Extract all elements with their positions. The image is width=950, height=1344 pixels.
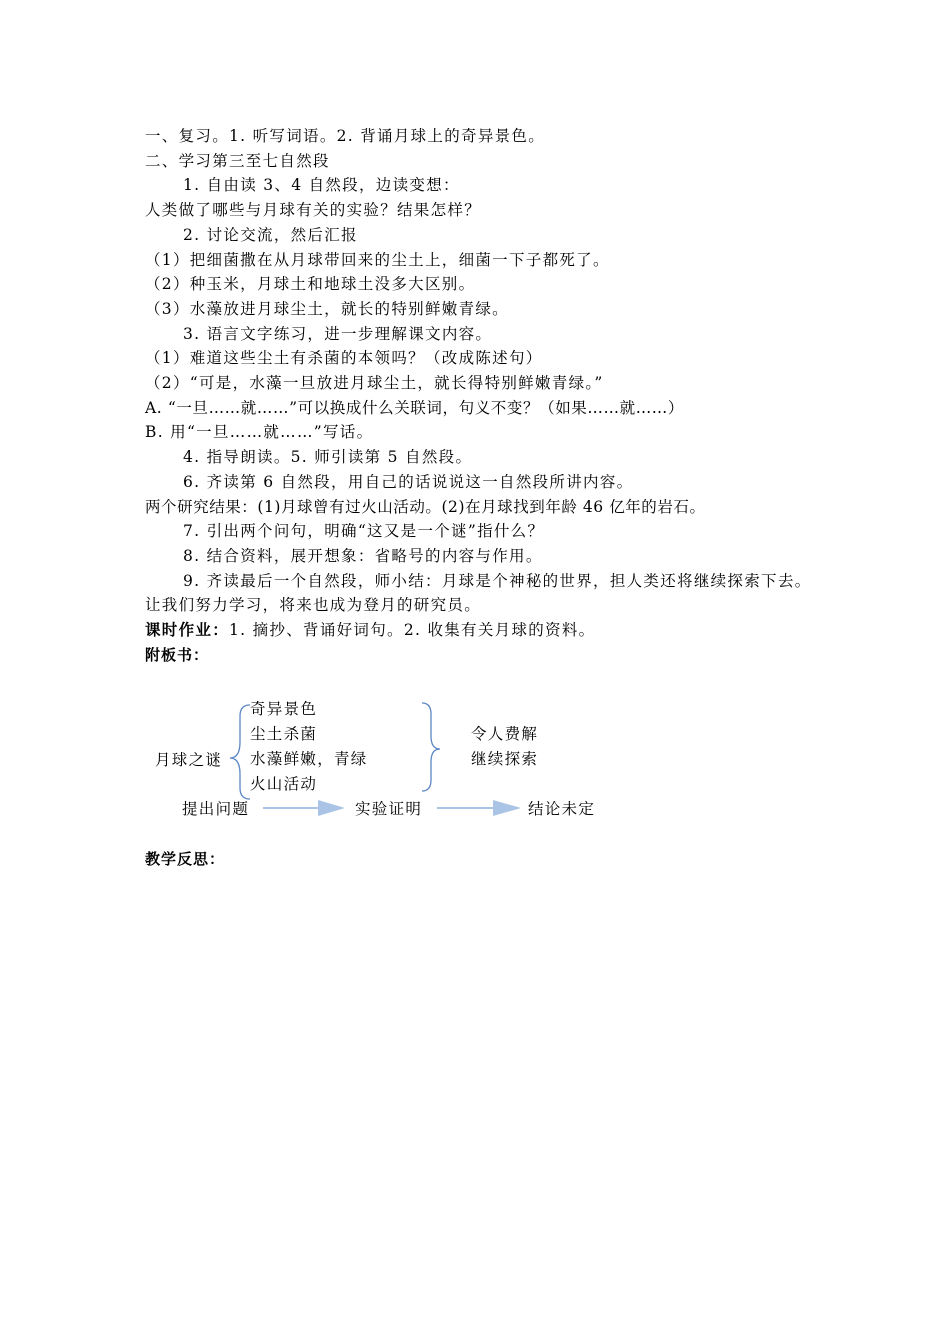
step-9: 9. 齐读最后一个自然段，师小结：月球是个神秘的世界，担人类还将继续探索下去。让我们努力学习，将来也成为登月的研究员。	[145, 571, 812, 615]
research-results: 两个研究结果：(1)月球曾有过火山活动。(2)在月球找到年龄 46 亿年的岩石。	[145, 497, 706, 516]
question-line: 人类做了哪些与月球有关的实验？结果怎样？	[145, 201, 482, 220]
right-brace-icon	[422, 703, 440, 791]
step-3: 3. 语言文字练习，进一步理解课文内容。	[183, 324, 493, 343]
board-item-3: 水藻鲜嫩，青绿	[250, 750, 368, 768]
board-topic: 月球之谜	[155, 751, 223, 769]
arrow-head-2-icon	[493, 800, 521, 816]
board-result-2: 继续探索	[471, 750, 539, 768]
homework-line	[145, 618, 820, 643]
exercise-a: A. “一旦……就……”可以换成什么关联词，句义不变？（如果……就……）	[145, 398, 684, 417]
section-two-heading: 二、学习第三至七自然段	[145, 151, 330, 170]
flow-step-2: 实验证明	[355, 800, 423, 818]
arrow-head-1-icon	[318, 800, 345, 816]
board-result-1: 令人费解	[471, 725, 539, 743]
flow-step-3: 结论未定	[528, 800, 596, 818]
left-brace-icon	[230, 705, 250, 799]
board-label: 附板书：	[145, 645, 210, 664]
step-6: 6. 齐读第 6 自然段，用自己的话说说这一自然段所讲内容。	[183, 472, 634, 491]
homework-text: 1. 摘抄、背诵好词句。2. 收集有关月球的资料。	[229, 621, 596, 640]
board-item-1: 奇异景色	[250, 700, 318, 718]
step-7: 7. 引出两个问句，明确“这又是一个谜”指什么？	[183, 522, 545, 541]
experiment-2: （2）种玉米，月球土和地球土没多大区别。	[145, 275, 476, 294]
homework-label: 课时作业：	[145, 621, 230, 640]
step-2: 2. 讨论交流，然后汇报	[183, 225, 358, 244]
step-4-5: 4. 指导朗读。5. 师引读第 5 自然段。	[183, 448, 473, 467]
board-item-4: 火山活动	[250, 775, 318, 793]
exercise-1: （1）难道这些尘土有杀菌的本领吗？（改成陈述句）	[145, 349, 543, 368]
lesson-plan-body	[145, 124, 820, 667]
step-8: 8. 结合资料，展开想象：省略号的内容与作用。	[183, 546, 543, 565]
experiment-3: （3）水藻放进月球尘土，就长的特别鲜嫩青绿。	[145, 299, 509, 318]
flow-step-1: 提出问题	[182, 800, 250, 818]
exercise-2: （2）“可是，水藻一旦放进月球尘土，就长得特别鲜嫩青绿。”	[145, 374, 604, 393]
reflection-label: 教学反思：	[145, 850, 226, 868]
review-line: 一、复习。1. 听写词语。2. 背诵月球上的奇异景色。	[145, 127, 546, 145]
board-item-2: 尘土杀菌	[250, 725, 318, 743]
experiment-1: （1）把细菌撒在从月球带回来的尘土上，细菌一下子都死了。	[145, 250, 610, 269]
exercise-b: B. 用“一旦……就……”写话。	[145, 423, 374, 442]
step-1: 1. 自由读 3、4 自然段，边读变想：	[183, 176, 460, 195]
